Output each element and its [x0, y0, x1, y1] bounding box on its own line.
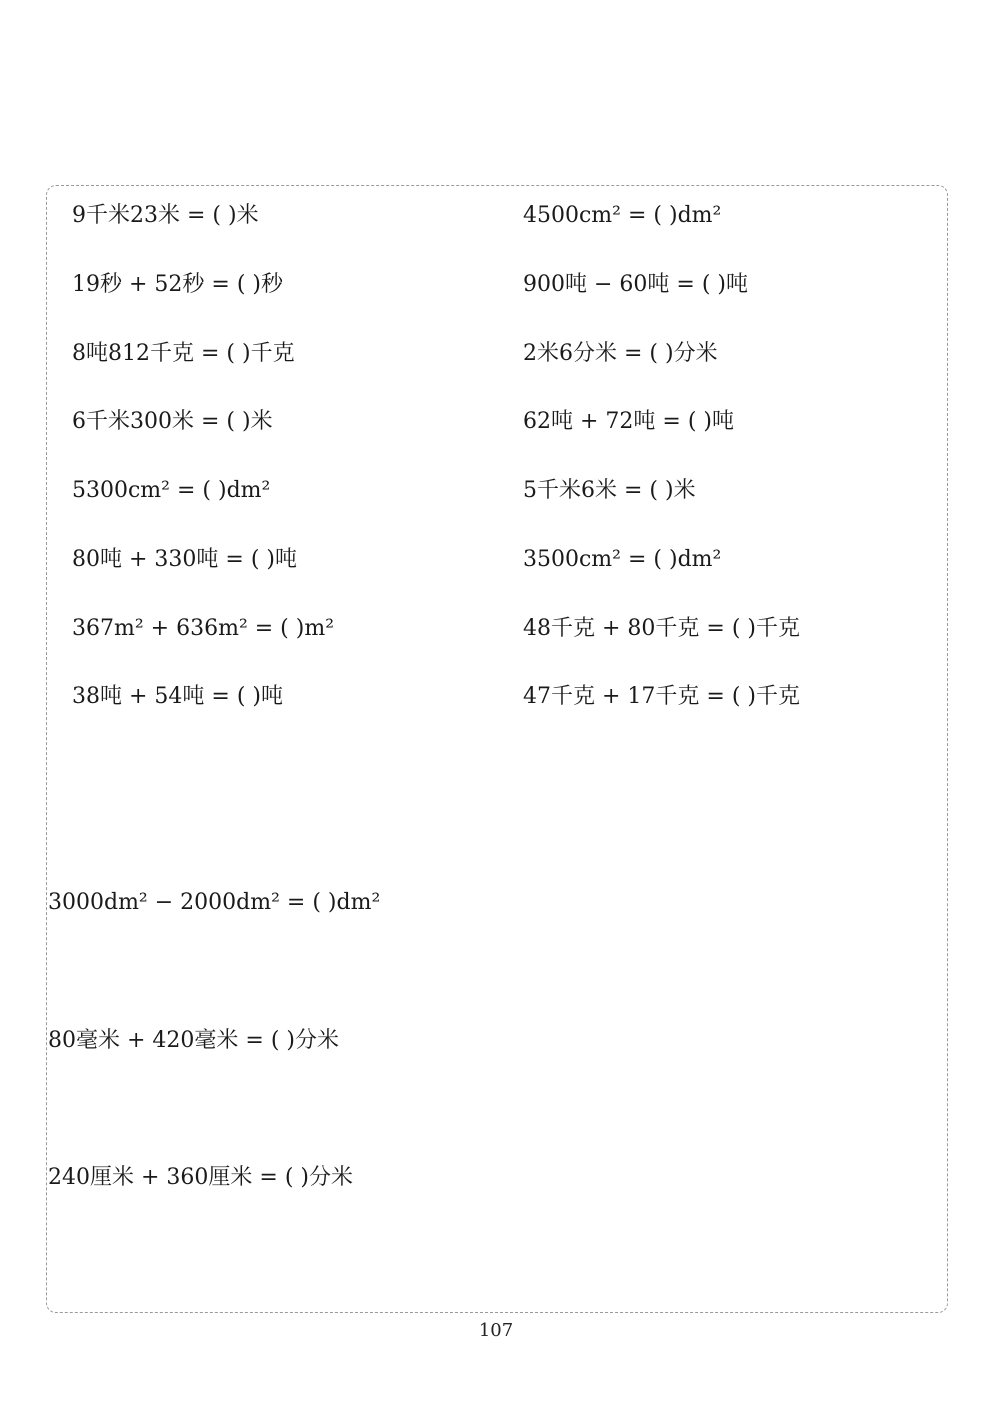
problem-right-8: 47千克 + 17千克 = ( )千克 [523, 684, 800, 709]
page-number: 107 [478, 1320, 514, 1341]
problem-bottom-1: 3000dm² − 2000dm² = ( )dm² [48, 890, 381, 915]
problem-right-7: 48千克 + 80千克 = ( )千克 [523, 616, 800, 641]
problem-right-1: 4500cm² = ( )dm² [523, 203, 722, 228]
problem-left-4: 6千米300米 = ( )米 [72, 409, 273, 434]
problem-left-6: 80吨 + 330吨 = ( )吨 [72, 547, 297, 572]
problem-right-4: 62吨 + 72吨 = ( )吨 [523, 409, 734, 434]
problem-right-3: 2米6分米 = ( )分米 [523, 341, 718, 366]
problem-left-2: 19秒 + 52秒 = ( )秒 [72, 272, 283, 297]
problem-left-5: 5300cm² = ( )dm² [72, 478, 271, 503]
problem-bottom-3: 240厘米 + 360厘米 = ( )分米 [48, 1165, 353, 1190]
problem-bottom-2: 80毫米 + 420毫米 = ( )分米 [48, 1028, 339, 1053]
problem-left-8: 38吨 + 54吨 = ( )吨 [72, 684, 283, 709]
problem-right-6: 3500cm² = ( )dm² [523, 547, 722, 572]
problem-right-2: 900吨 − 60吨 = ( )吨 [523, 272, 748, 297]
problem-left-1: 9千米23米 = ( )米 [72, 203, 259, 228]
problem-left-3: 8吨812千克 = ( )千克 [72, 341, 295, 366]
problem-right-5: 5千米6米 = ( )米 [523, 478, 696, 503]
problem-left-7: 367m² + 636m² = ( )m² [72, 616, 335, 641]
